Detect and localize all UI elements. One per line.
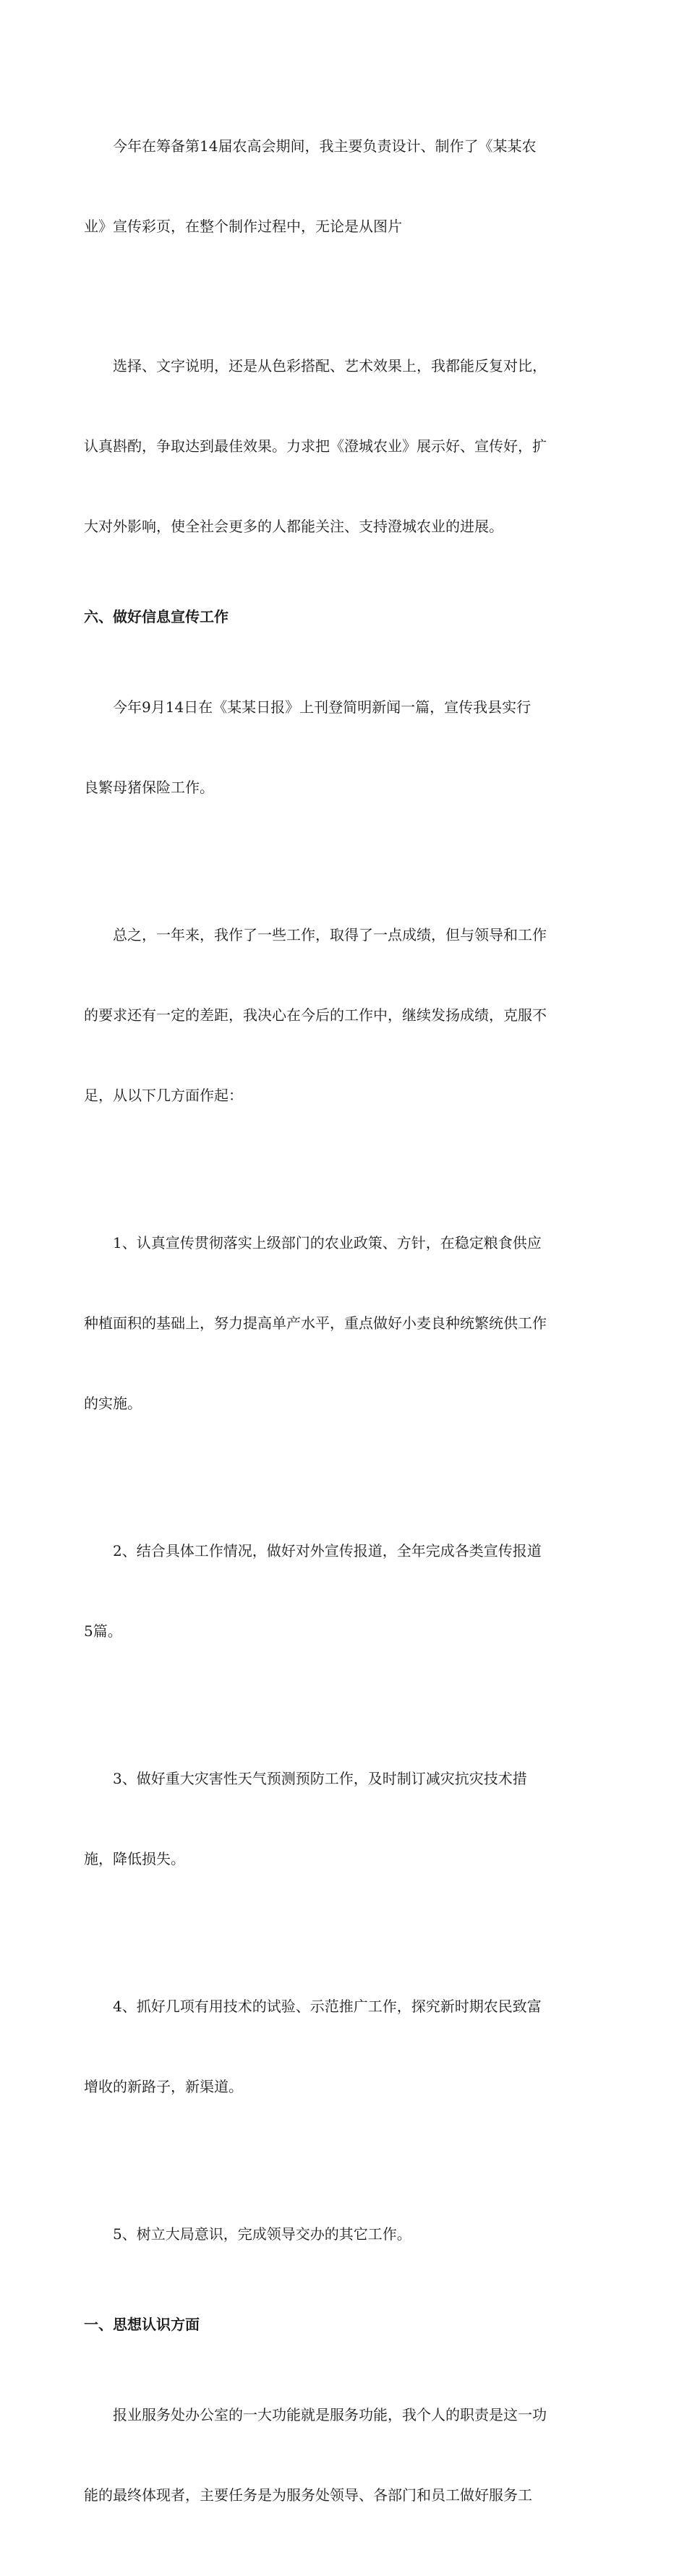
paragraph-summary: [84, 868, 605, 1163]
text-line: 大对外影响，使全社会更多的人都能关注、支持澄城农业的进展。: [84, 518, 503, 535]
text-line: 增收的新路子，新渠道。: [84, 2078, 243, 2095]
text-line: 报业服务处办公室的一大功能就是服务功能，我个人的职责是这一功: [113, 2406, 547, 2423]
text-line: 3、做好重大灾害性天气预测预防工作，及时制订减灾抗灾技术措: [113, 1770, 527, 1787]
section-heading-ideology: 一、思想认识方面: [84, 2316, 200, 2333]
list-item-3: [84, 1712, 605, 1926]
paragraph-office-service: [84, 2348, 605, 2562]
paragraph-brochure: [84, 80, 605, 294]
text-line: 1、认真宣传贯彻落实上级部门的农业政策、方针，在稳定粮食供应: [113, 1234, 542, 1251]
text-line: 业》宣传彩页，在整个制作过程中，无论是从图片: [84, 218, 402, 235]
paragraph-design-effort: [84, 299, 605, 594]
text-line: 能的最终体现者，主要任务是为服务处领导、各部门和员工做好服务工: [84, 2486, 532, 2504]
text-line: 4、抓好几项有用技术的试验、示范推广工作，探究新时期农民致富: [113, 1998, 542, 2015]
text-line: 施，降低损失。: [84, 1850, 185, 1867]
text-line: 总之，一年来，我作了一些工作，取得了一点成绩，但与领导和工作: [113, 926, 547, 943]
list-item-4: [84, 1940, 605, 2154]
text-line: 今年在筹备第14届农高会期间，我主要负责设计、制作了《某某农: [113, 137, 537, 155]
paragraph-news: [84, 641, 605, 855]
section-heading-info-publicity: 六、做好信息宣传工作: [84, 608, 229, 625]
text-line: 认真斟酌，争取达到最佳效果。力求把《澄城农业》展示好、宣传好，扩: [84, 437, 547, 455]
text-line: 5、树立大局意识，完成领导交办的其它工作。: [113, 2225, 411, 2243]
text-line: 5篇。: [84, 1622, 122, 1640]
list-item-5: [84, 2168, 605, 2301]
text-line: 的要求还有一定的差距，我决心在今后的工作中，继续发扬成绩，克服不: [84, 1006, 547, 1024]
document-page: [84, 80, 605, 2576]
text-line: 2、结合具体工作情况，做好对外宣传报道，全年完成各类宣传报道: [113, 1542, 542, 1559]
text-line: 良繁母猪保险工作。: [84, 779, 214, 796]
text-line: 选择、文字说明，还是从色彩搭配、艺术效果上，我都能反复对比，: [113, 357, 547, 375]
list-item-2: [84, 1484, 605, 1698]
list-item-1: [84, 1176, 605, 1471]
text-line: 种植面积的基础上，努力提高单产水平，重点做好小麦良种统繁统供工作: [84, 1314, 547, 1332]
text-line: 今年9月14日在《某某日报》上刊登简明新闻一篇，宣传我县实行: [113, 698, 532, 716]
text-line: 足，从以下几方面作起：: [84, 1087, 243, 1104]
text-line: 的实施。: [84, 1395, 142, 1412]
